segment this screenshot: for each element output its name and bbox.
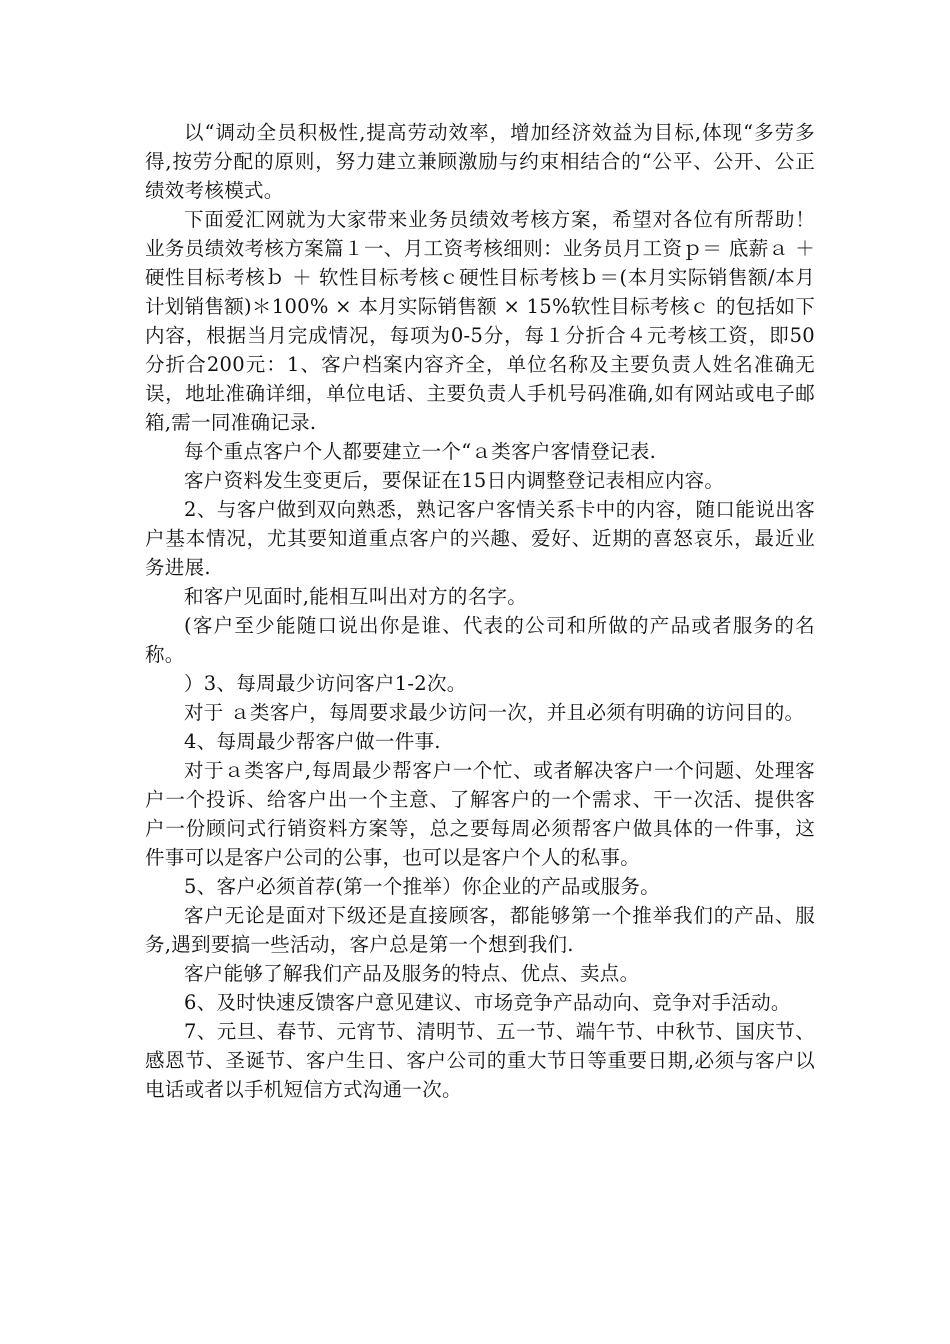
paragraph-item-3: ）3、每周最少访问客户1-2次。	[184, 672, 467, 695]
paragraph-item-5: 5、客户必须首荐(第一个推举）你企业的产品或服务。	[184, 875, 661, 898]
document-body	[145, 118, 815, 1104]
paragraph-data-update: 客户资料发生变更后，要保证在15日内调整登记表相应内容。	[184, 469, 725, 492]
paragraph-item-7: 7、元旦、春节、元宵节、清明节、五一节、端午节、中秋节、国庆节、感恩节、圣诞节、客户生日、客户公司的重大节日等重要日期,必须与客户以电话或者以手机短信方式沟通一次。	[145, 1020, 815, 1101]
paragraph-help-client: 对于ａ类客户,每周最少帮客户一个忙、或者解决客户一个问题、处理客户一个投诉、给客户出一个主意、了解客户的一个需求、干一次活、提供客户一份顾问式行销资料方案等，总之要每周必须帮客户做具体的一件事，这件事可以是客户公司的公事，也可以是客户个人的私事。	[145, 759, 815, 869]
paragraph-item-2: 2、与客户做到双向熟悉，熟记客户客情关系卡中的内容，随口能说出客户基本情况，尤其要知道重点客户的兴趣、爱好、近期的喜怒哀乐，最近业务进展.	[145, 498, 815, 579]
paragraph-registration-form: 每个重点客户个人都要建立一个“ａ类客户客情登记表.	[184, 440, 657, 463]
paragraph-product-knowledge: 客户能够了解我们产品及服务的特点、优点、卖点。	[184, 962, 640, 985]
paragraph-item-6: 6、及时快速反馈客户意见建议、市场竞争产品动向、竞争对手活动。	[184, 991, 791, 1014]
paragraph-item-4: 4、每周最少帮客户做一件事.	[184, 730, 441, 753]
paragraph-names: 和客户见面时,能相互叫出对方的名字。	[184, 585, 528, 608]
paragraph-weekly-visit: 对于 ａ类客户，每周要求最少访问一次，并且必须有明确的访问目的。	[184, 701, 805, 724]
paragraph-plan-details: 下面爱汇网就为大家带来业务员绩效考核方案，希望对各位有所帮助！业务员绩效考核方案篇１一、月工资考核细则：业务员月工资ｐ＝ 底薪ａ ＋ 硬性目标考核ｂ ＋ 软性目标考核ｃ硬性目标考核ｂ＝(本月实际销售额/本月计划销售额)＊100% × 本月实际销售额 × 15%软性目标考核ｃ 的包括如下内容，根据当月完成情况，每项为0-5分，每１分折合４元考核工资，即50分折合200元：1、客户档案内容齐全，单位名称及主要负责人姓名准确无误，地址准确详细，单位电话、主要负责人手机号码准确,如有网站或电子邮箱,需一同准确记录.	[145, 208, 815, 434]
paragraph-client-recall: (客户至少能随口说出你是谁、代表的公司和所做的产品或者服务的名称。	[145, 614, 815, 666]
paragraph-recommend: 客户无论是面对下级还是直接顾客，都能够第一个推举我们的产品、服务,遇到要搞一些活动，客户总是第一个想到我们.	[145, 904, 815, 956]
paragraph-intro: 以“调动全员积极性,提高劳动效率，增加经济效益为目标,体现“多劳多得,按劳分配的原则，努力建立兼顾激励与约束相结合的“公平、公开、公正绩效考核模式。	[145, 121, 815, 202]
